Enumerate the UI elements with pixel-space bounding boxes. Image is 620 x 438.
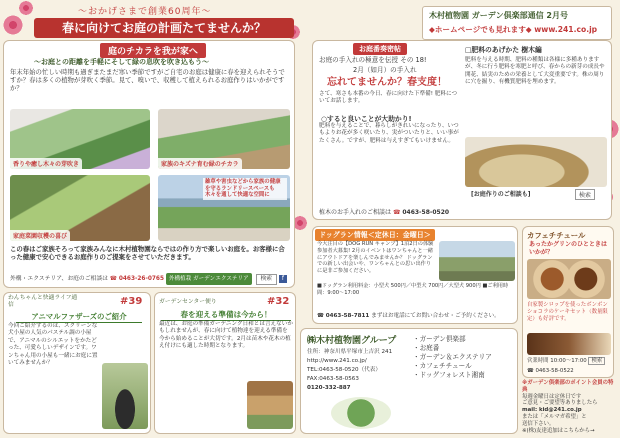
contact-line: 送信下さい。 <box>522 420 555 427</box>
contact-line: ※(株)友達追加はこちらから→ <box>522 427 595 434</box>
contact-note: ※ガーデン倶楽部のポイント会員の特典 <box>522 380 614 393</box>
section-title: アニマルファザーズのご紹介 <box>16 311 142 323</box>
service-item[interactable]: ・ガーデン＆エクステリア <box>413 353 492 361</box>
fertilizer-footer: 植木のお手入れのご相談は ☎ 0463-58-0520 <box>319 209 450 216</box>
fertilizer-title: 忘れてませんか？春支度！ <box>327 77 447 88</box>
phone-icon: ☎ <box>109 276 117 282</box>
garden-consult-link[interactable]: [お庭作りのご相談も] <box>471 191 531 198</box>
cafe-title: カフェチチュール <box>527 231 586 240</box>
cafe-tel: ☎ 0463-58-0522 <box>527 368 574 374</box>
homepage-link[interactable]: ◆ホームページでも見れます◆ www.241.co.jp <box>429 25 598 34</box>
dog-run-footer: ☎ 0463-58-7811 まずはお電話にてお問い合わせ・ご予約ください。 <box>317 313 500 319</box>
service-item[interactable]: ・お庭番 <box>413 344 440 352</box>
fertilizer-intro: さて、寒さも本番の今日、春に向けた下準備! 肥料についてお話します。 <box>319 91 458 105</box>
service-item[interactable]: ・カフェチチュール <box>413 362 472 370</box>
facebook-icon[interactable]: f <box>279 275 287 283</box>
service-list <box>413 335 515 380</box>
series-label: わんちゃんと快適ライフ通信 <box>8 295 78 308</box>
garden-power-section <box>3 40 295 288</box>
section-lead: ～お庭との距離を手軽にそして緑の息吹を吹き込もう～ <box>34 58 209 66</box>
company-info-section <box>300 328 518 434</box>
contact-line: または「メルマガ希望」と <box>522 413 587 420</box>
plum-blossom-decoration <box>18 0 34 16</box>
company-fax: FAX:0463-58-0563 <box>307 376 359 382</box>
dog-run-title: ドッグラン情報＜定休日：金曜日＞ <box>315 229 435 241</box>
photo-rabbit-silhouette <box>102 363 148 429</box>
anniversary-banner: ～おかげさまで創業60周年～ <box>78 7 212 17</box>
dog-run-body: 今大注目の【DOG RUN キャンプ】1泊2日の体験参加者大募集! 2月のイベントはワンちゃんと一緒にアウトドアを楽しんでみませんか？ ドッグランでの新しい出会いや、ワンちゃんとの思い出作りに是非ご参加ください。 <box>317 241 434 275</box>
photo-dog-run-people <box>439 241 515 281</box>
search-button[interactable]: 検索 <box>256 274 278 285</box>
kanhi-body: 肥料を与える時期、肥料の種類は各様に多種ありますが、冬に行う肥料を寒肥と呼び、春からの新芽の成長や開花、結実のための栄養として大変重要です。株の周りに穴を掘り、有機質肥料を埋めます。 <box>465 57 605 86</box>
search-button[interactable]: 検索 <box>575 189 595 200</box>
company-free-dial: 0120-332-887 <box>307 385 351 391</box>
kanhi-title: □肥料のあげかた 樹木編 <box>465 46 542 54</box>
dog-run-section <box>312 226 518 324</box>
cafe-section <box>522 226 614 378</box>
photo-garden-wall: 家族のキズナ育む緑のチカラ <box>158 109 290 169</box>
fertilizer-point: ○すると良いことが大助かり! <box>321 115 412 123</box>
plum-blossom-decoration <box>2 14 24 36</box>
phone-icon: ☎ <box>392 209 401 216</box>
service-item[interactable]: ・ガーデン倶楽部 <box>413 335 466 343</box>
page-title: 春に向けてお庭の計画たてませんか？ <box>34 18 294 38</box>
cafe-hours: 営業時間 10:00～17:00 検索 <box>527 358 613 365</box>
photo-fertilizer-pellets <box>465 137 607 187</box>
fertilizer-body: 肥料を与えることで、暮らしがきれいになったり、いつもよりお花が多く咲いたり、実がついたりと、いい事がたくさん。ですが、肥料は与えすぎてもいけません。 <box>319 123 459 144</box>
issue-number: #39 <box>120 296 143 307</box>
club-header <box>422 6 612 40</box>
photo-wooden-birdhouse <box>247 381 293 429</box>
company-tel: TEL:0463-58-0520（代表） <box>307 367 381 373</box>
fertilizer-q2: 2月（如月）の手入れ <box>353 66 417 74</box>
animal-body: 今回ご紹介するのは、スクリーンな犬小屋の人気のパステル調の小屋で、アニマルのシルエットをかたどった、可愛らしいデザインです。ワンちゃん用の小屋も一緒にお庭に置いてみませんか？ <box>8 323 98 367</box>
club-title: 木村植物園 ガーデン倶楽部通信 2月号 <box>429 11 568 20</box>
dog-run-notes: ■ドッグラン利用料金：小型犬 500円／中型犬 700円／大型犬 900円 ■ご利用時間：9:00～17:00 <box>317 283 509 296</box>
photo-vegetable-garden: 家庭菜園収穫の喜び <box>10 175 150 241</box>
photo-laundry-space: 雑草や害虫などから家族の健康を守るランドリースペースも木々を通して快適な空間に <box>158 175 290 241</box>
series-label: ガーデンセンター便り <box>159 299 217 305</box>
section-title: 庭のチカラを我が家へ <box>100 43 206 58</box>
photo-cafe-drinks <box>527 259 611 299</box>
service-item[interactable]: ・ドッグフォレスト湘南 <box>413 371 485 379</box>
column-body: 最近は、お庭の準備ガーデニング日和とは言えないかもしれませんが、春に向けて植物達を迎える準備を今から始めることが大切です。2月は苗木や花木の植え付けにも適した時期となります。 <box>159 321 293 350</box>
photo-cafe-cake <box>527 333 611 355</box>
fertilizer-badge: お庭番奏密帖 <box>353 43 407 55</box>
search-button[interactable]: 検索 <box>588 357 605 365</box>
animal-fathers-section <box>3 292 151 434</box>
company-name: ㈱木村植物園グループ <box>307 336 397 346</box>
contact-mail[interactable]: mail: kid@241.co.jp <box>522 407 582 414</box>
fertilizer-q1: お庭の手入れの極意を伝授 その 18! <box>319 56 427 64</box>
cafe-menu: 自家製シロップを使ったボンボンショコラのケーキセット（数量限定）も好評です。 <box>527 302 608 322</box>
garden-center-column <box>154 292 296 434</box>
contact-section <box>522 380 614 434</box>
contact-line: 毎週金曜日は定休日です <box>522 393 582 400</box>
company-logo <box>331 397 391 429</box>
contact-row: 外構・エクステリア、お庭のご相談は ☎ 0463-26-0765 外構植栽 ガーデンエクステリア 検索 f <box>10 273 292 285</box>
section-body: 年末年始の忙しい時期も過ぎまたまだ寒い季節ですがご自宅のお庭は健康に春を迎えられそうですか？春は多くの植物が芽吹く季節。見て、嗅いで、収穫して植えられるお庭作りはいかがですか？ <box>10 68 285 93</box>
section-footer-text: この春はご家族そろって家族みんなに木村植物園ならではの作り方で楽しいお庭を。お客様に合った健康で安心できるお庭作りのご提案をさせていただきます。 <box>10 245 285 262</box>
issue-number: #32 <box>267 296 290 307</box>
company-homepage[interactable]: http://www.241.co.jp/ <box>307 358 367 364</box>
cafe-subtitle: あったかグリンのひとときはいかが？ <box>529 241 607 256</box>
photo-garden-flowers: 香りや癒し木々の芽吹き <box>10 109 150 169</box>
contact-line: ご意見・ご要望等ありましたら <box>522 400 598 407</box>
section-title: 春を迎える準備は今から！ <box>161 309 291 321</box>
fertilizer-section <box>312 40 612 220</box>
phone-icon: ☎ <box>317 313 324 319</box>
company-address: 住所：神奈川県平塚市上吉沢 241 <box>307 349 393 355</box>
